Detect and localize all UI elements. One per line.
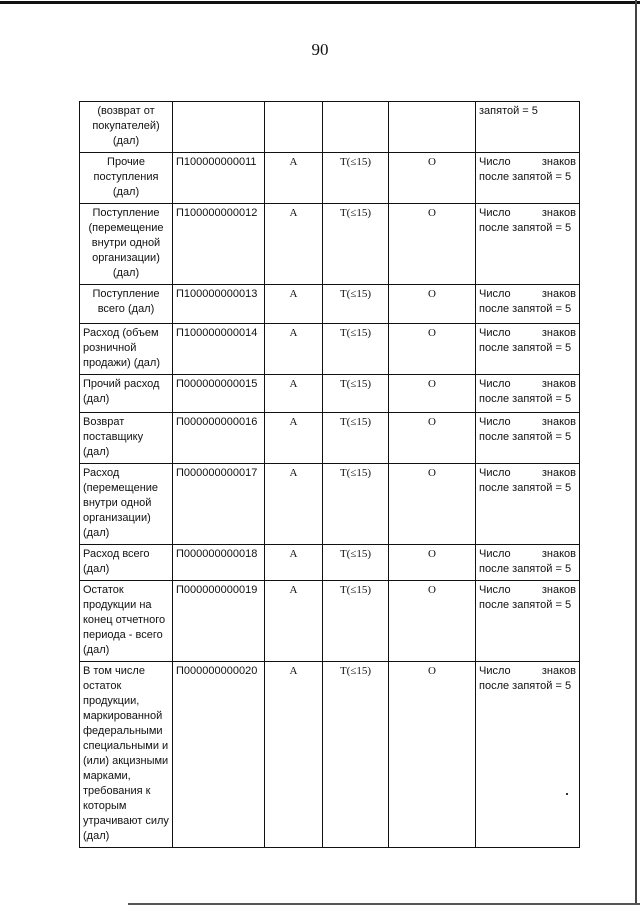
element-note-cell: Число знаков после запятой = 5: [476, 375, 580, 413]
element-name-cell: Прочий расход (дал): [80, 375, 173, 413]
element-type-cell: А: [265, 413, 323, 464]
element-format-cell: Т(≤15): [323, 662, 389, 848]
element-type-cell: А: [265, 662, 323, 848]
element-format-cell: [323, 102, 389, 153]
element-required-cell: О: [389, 662, 476, 848]
element-name-cell: Возврат поставщику (дал): [80, 413, 173, 464]
element-type-cell: А: [265, 324, 323, 375]
element-code-cell: П100000000014: [173, 324, 265, 375]
element-required-cell: О: [389, 413, 476, 464]
element-name-cell: (возврат от покупателей) (дал): [80, 102, 173, 153]
table-row: [80, 204, 580, 285]
element-note-cell: Число знаков после запятой = 5: [476, 204, 580, 285]
element-required-cell: О: [389, 375, 476, 413]
right-border-line: [635, 0, 637, 905]
element-type-cell: А: [265, 464, 323, 545]
table-row: [80, 545, 580, 581]
element-format-cell: Т(≤15): [323, 375, 389, 413]
element-type-cell: А: [265, 545, 323, 581]
element-code-cell: П100000000012: [173, 204, 265, 285]
table-row: [80, 581, 580, 662]
element-format-cell: Т(≤15): [323, 413, 389, 464]
element-required-cell: О: [389, 204, 476, 285]
element-code-cell: П100000000013: [173, 285, 265, 324]
top-border-line: [0, 1, 640, 4]
element-note-cell: Число знаков после запятой = 5: [476, 285, 580, 324]
element-code-cell: П100000000011: [173, 153, 265, 204]
table-row: [80, 662, 580, 848]
element-required-cell: [389, 102, 476, 153]
element-format-cell: Т(≤15): [323, 324, 389, 375]
element-format-cell: Т(≤15): [323, 285, 389, 324]
table-row: [80, 413, 580, 464]
element-required-cell: О: [389, 545, 476, 581]
element-type-cell: [265, 102, 323, 153]
element-required-cell: О: [389, 581, 476, 662]
element-code-cell: П000000000020: [173, 662, 265, 848]
element-code-cell: П000000000017: [173, 464, 265, 545]
element-name-cell: Расход (перемещение внутри одной организации) (дал): [80, 464, 173, 545]
element-name-cell: Поступление всего (дал): [80, 285, 173, 324]
element-note-cell: Число знаков после запятой = 5: [476, 545, 580, 581]
element-required-cell: О: [389, 324, 476, 375]
element-type-cell: А: [265, 581, 323, 662]
page-number: 90: [311, 40, 329, 59]
element-code-cell: П000000000018: [173, 545, 265, 581]
element-format-cell: Т(≤15): [323, 464, 389, 545]
element-type-cell: А: [265, 375, 323, 413]
table-row: [80, 464, 580, 545]
element-note-cell: Число знаков после запятой = 5: [476, 324, 580, 375]
table-row: [80, 324, 580, 375]
scan-speck: [566, 793, 568, 795]
table-row: [80, 102, 580, 153]
element-required-cell: О: [389, 285, 476, 324]
element-required-cell: О: [389, 153, 476, 204]
element-note-cell: Число знаков после запятой = 5: [476, 662, 580, 848]
element-note-cell: запятой = 5: [476, 102, 580, 153]
element-format-cell: Т(≤15): [323, 545, 389, 581]
element-required-cell: О: [389, 464, 476, 545]
element-format-cell: Т(≤15): [323, 204, 389, 285]
element-code-cell: П000000000016: [173, 413, 265, 464]
table-row: [80, 153, 580, 204]
element-note-cell: Число знаков после запятой = 5: [476, 464, 580, 545]
element-code-cell: П000000000015: [173, 375, 265, 413]
element-code-cell: [173, 102, 265, 153]
element-code-cell: П000000000019: [173, 581, 265, 662]
element-name-cell: Прочие поступления (дал): [80, 153, 173, 204]
element-type-cell: А: [265, 153, 323, 204]
element-name-cell: В том числе остаток продукции, маркированной федеральными специальными и (или) акцизными марками, требования к которым утрачивают силу (дал): [80, 662, 173, 848]
table-row: [80, 285, 580, 324]
element-type-cell: А: [265, 204, 323, 285]
element-note-cell: Число знаков после запятой = 5: [476, 413, 580, 464]
element-name-cell: Остаток продукции на конец отчетного периода - всего (дал): [80, 581, 173, 662]
element-name-cell: Расход (объем розничной продажи) (дал): [80, 324, 173, 375]
element-type-cell: А: [265, 285, 323, 324]
element-format-cell: Т(≤15): [323, 581, 389, 662]
element-name-cell: Поступление (перемещение внутри одной организации) (дал): [80, 204, 173, 285]
requisites-table: [79, 101, 580, 848]
element-name-cell: Расход всего (дал): [80, 545, 173, 581]
element-format-cell: Т(≤15): [323, 153, 389, 204]
table-row: [80, 375, 580, 413]
element-note-cell: Число знаков после запятой = 5: [476, 581, 580, 662]
element-note-cell: Число знаков после запятой = 5: [476, 153, 580, 204]
